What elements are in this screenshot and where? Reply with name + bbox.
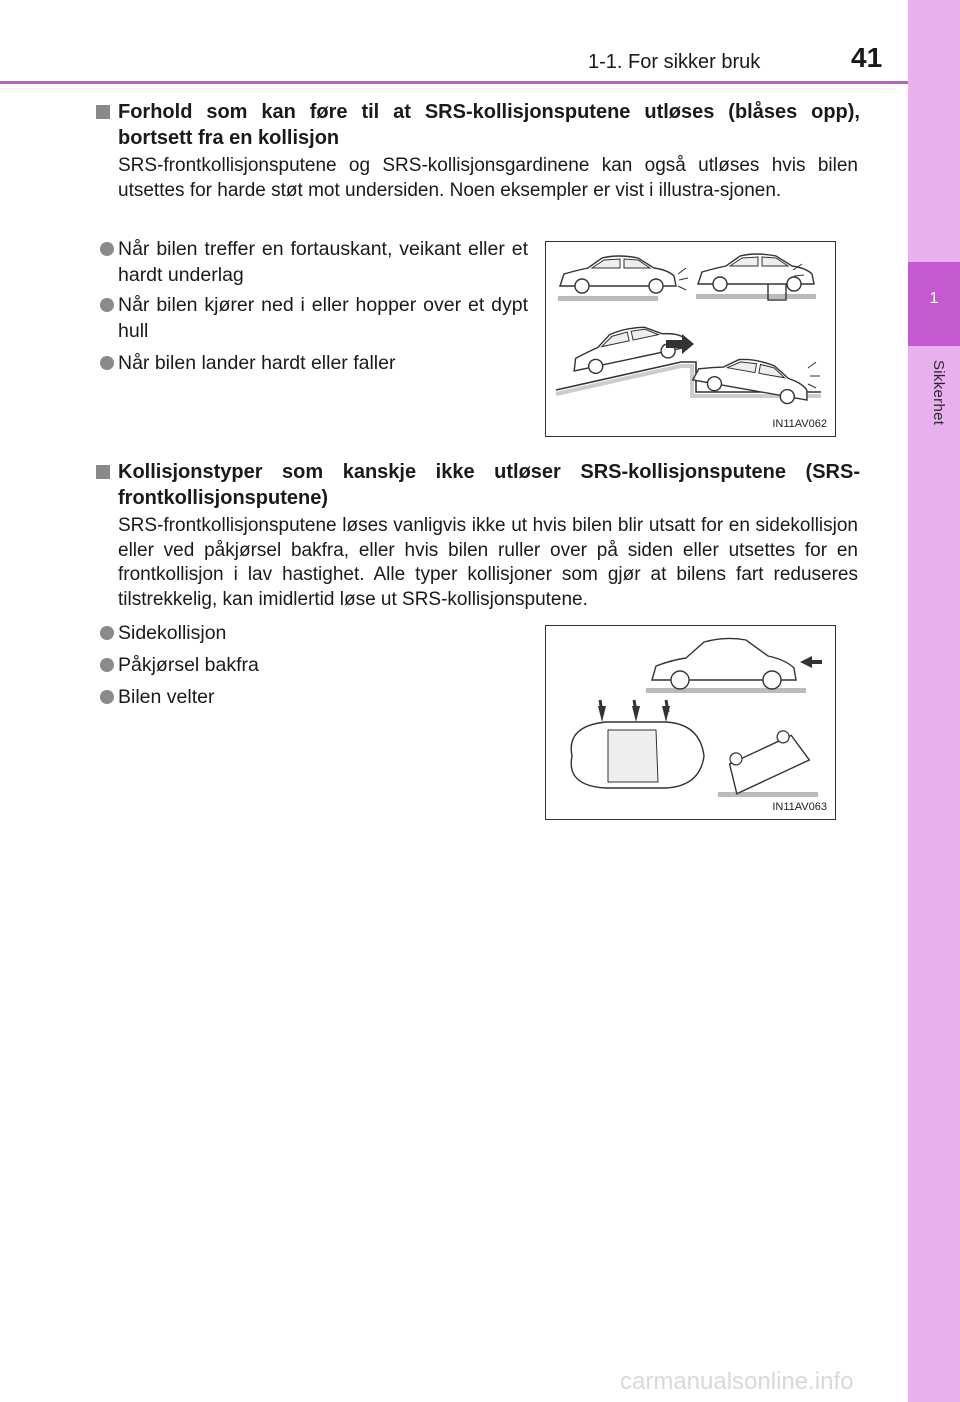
chapter-side-tab	[908, 0, 960, 1402]
watermark: carmanualsonline.info	[620, 1368, 854, 1395]
figure-undercarriage-impacts	[545, 241, 836, 437]
collision-types-illustration	[546, 626, 835, 819]
section2-bullet: Påkjørsel bakfra	[100, 652, 400, 678]
chapter-label: Sikkerhet	[930, 360, 947, 426]
header-divider	[0, 81, 908, 84]
circle-bullet-icon	[100, 626, 114, 640]
chapter-number: 1	[929, 290, 939, 307]
section1-heading: Forhold som kan føre til at SRS-kollisjonsputene utløses (blåses opp), bortsett fra en kollisjon	[100, 99, 860, 151]
section-title: 1-1. For sikker bruk	[588, 51, 761, 73]
section1-bullet: Når bilen kjører ned i eller hopper over et dypt hull	[100, 292, 528, 344]
circle-bullet-icon	[100, 690, 114, 704]
figure-non-deploy-collisions	[545, 625, 836, 820]
circle-bullet-icon	[100, 242, 114, 256]
square-bullet-icon	[96, 105, 110, 119]
section2-heading: Kollisjonstyper som kanskje ikke utløser SRS-kollisjonsputene (SRS-frontkollisjonsputene)	[100, 459, 860, 511]
circle-bullet-icon	[100, 298, 114, 312]
section2-paragraph: SRS-frontkollisjonsputene løses vanligvis ikke ut hvis bilen blir utsatt for en sidekollisjon eller ved påkjørsel bakfra, eller hvis bilen ruller over på siden eller utsettes for en frontkollisjon i lav hastighet. Alle typer kollisjoner som gjør at bilens fart reduseres tilstrekkelig, kan imidlertid løse ut SRS-kollisjonsputene.	[118, 515, 858, 610]
circle-bullet-icon	[100, 658, 114, 672]
figure-code: IN11AV062	[772, 418, 827, 430]
circle-bullet-icon	[100, 356, 114, 370]
square-bullet-icon	[96, 465, 110, 479]
section2-bullet: Bilen velter	[100, 684, 400, 710]
car-impact-illustration	[546, 242, 835, 436]
section1-paragraph: SRS-frontkollisjonsputene og SRS-kollisjonsgardinene kan også utløses hvis bilen utsettes for harde støt mot undersiden. Noen eksempler er vist i illustra-sjonen.	[118, 155, 858, 201]
figure-code: IN11AV063	[772, 801, 827, 813]
section1-bullet: Når bilen treffer en fortauskant, veikant eller et hardt underlag	[100, 236, 528, 288]
page-number: 41	[851, 42, 883, 73]
section1-bullet: Når bilen lander hardt eller faller	[100, 350, 528, 376]
section2-bullet: Sidekollisjon	[100, 620, 400, 646]
